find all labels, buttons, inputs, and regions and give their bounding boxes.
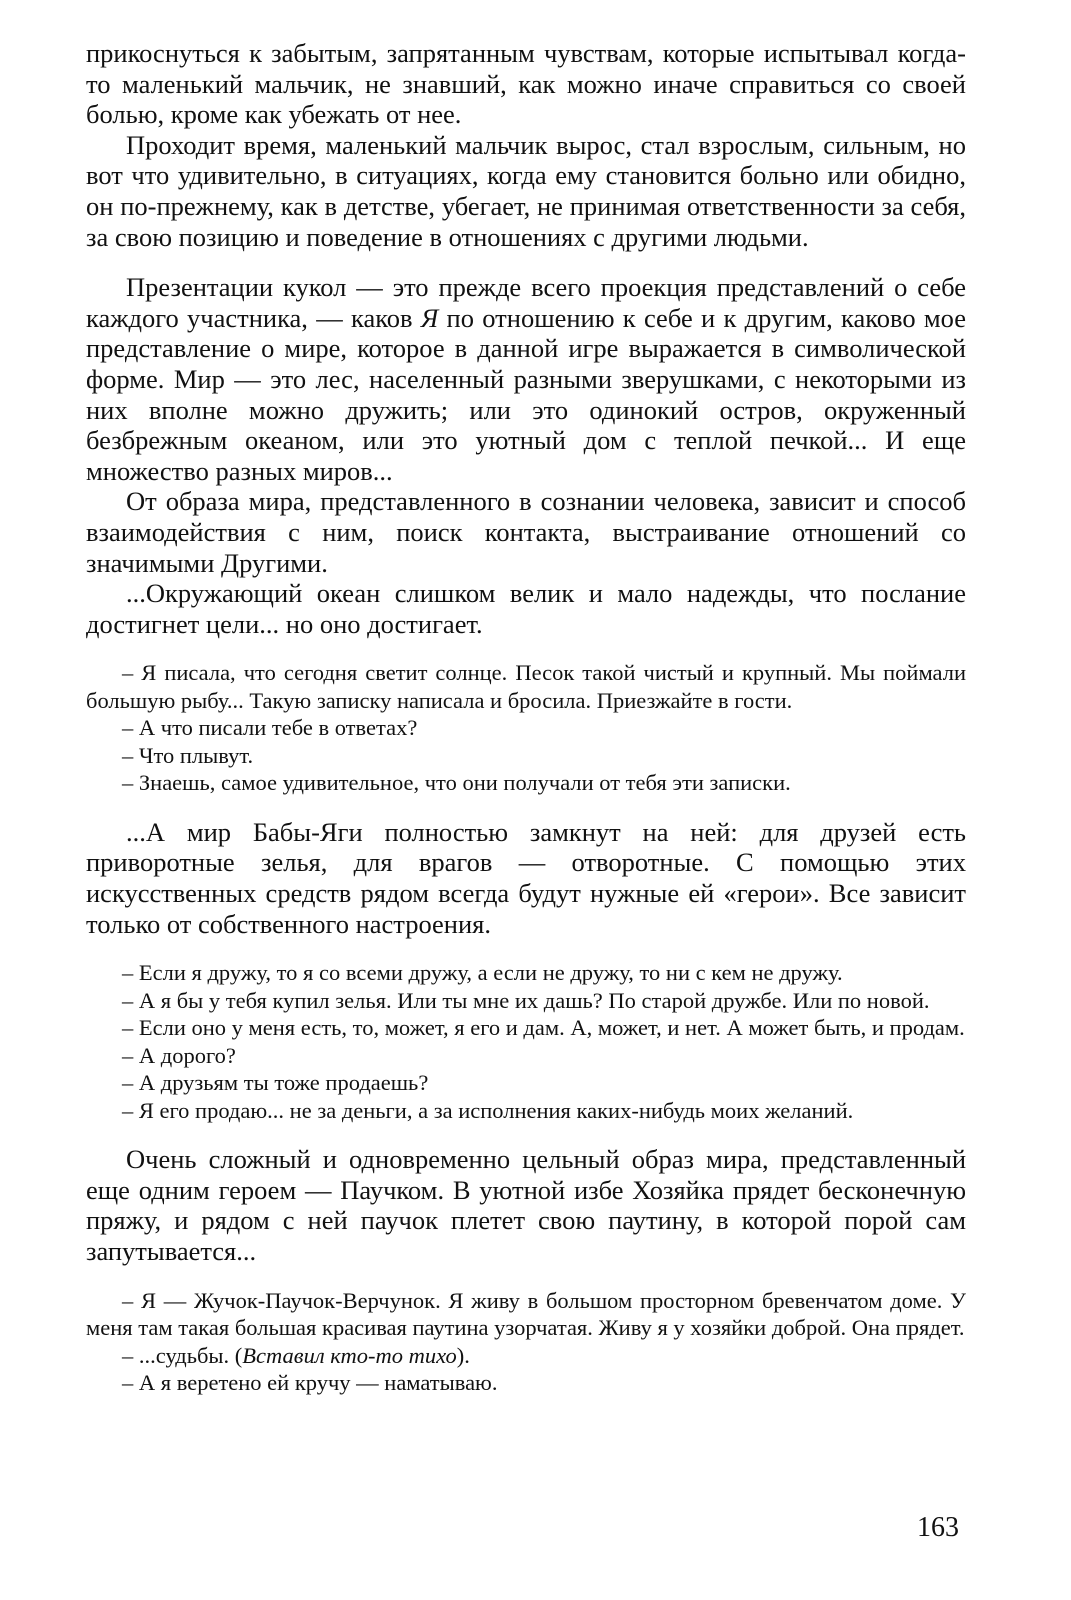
dialog1-line: – А что писали тебе в ответах?	[122, 715, 418, 741]
spacer	[86, 1267, 966, 1287]
text-span: ).	[456, 1342, 470, 1368]
italic-text: Вставил кто-то тихо	[242, 1342, 457, 1368]
dialog2-line: – Если я дружу, то я со всеми дружу, а если не дружу, то ни с кем не дружу.	[122, 960, 843, 986]
dialog1-line: – Что плывут.	[122, 742, 254, 768]
dialog3-line	[86, 1342, 966, 1370]
dialog1-line: – Знаешь, самое удивительное, что они получали от тебя эти записки.	[122, 770, 791, 796]
dialog2-line: – А я бы у тебя купил зелья. Или ты мне их дашь? По старой дружбе. Или по новой.	[122, 987, 930, 1013]
section1-paragraph-1	[86, 272, 966, 486]
dialog2-line: – Если оно у меня есть, то, может, я его и дам. А, может, и нет. А может быть, и продам.	[122, 1015, 965, 1041]
spacer	[86, 639, 966, 659]
dialog3-line: – А я веретено ей кручу — наматываю.	[122, 1370, 498, 1396]
section2-paragraph-1: ...А мир Бабы-Яги полностью замкнут на ней: для друзей есть приворотные зелья, для врагов — отворотные. С помощью этих искусственных средств рядом всегда будут нужные ей «герои». Все зависит только от собственного настроения.	[86, 816, 966, 939]
page-content	[86, 38, 966, 1397]
intro-paragraph-1: прикоснуться к забытым, запрятанным чувствам, которые испытывал когда-то маленький мальчик, не знавший, как можно иначе справиться со своей болью, кроме как убежать от нее.	[86, 38, 966, 130]
spacer	[86, 252, 966, 272]
text-span: по отношению к себе и к другим, каково мое представление о мире, которое в данной игре выражается в символической форме. Мир — это лес, населенный разными зверушками, с некоторыми из них вполне можно дружить; или это одинокий остров, окруженный безбрежным океаном, или это уютный дом с теплой печкой... И еще множество разных миров...	[86, 302, 966, 486]
spacer	[86, 797, 966, 817]
italic-text: Я	[420, 302, 439, 333]
section1-paragraph-3: ...Окружающий океан слишком велик и мало надежды, что послание достигнет цели... но оно достигает.	[86, 578, 966, 639]
text-span: – ...судьбы. (	[122, 1342, 243, 1368]
spacer	[86, 1124, 966, 1144]
text-span: Презентации кукол — это прежде всего проекция представлений о себе каждого участника, — каков	[86, 272, 966, 333]
section3-paragraph-1: Очень сложный и одновременно цельный образ мира, представленный еще одним героем — Паучком. В уютной избе Хозяйка прядет бесконечную пряжу, и рядом с ней паучок плетет свою паутину, в которой порой сам запутывается...	[86, 1144, 966, 1266]
dialog2-line: – Я его продаю... не за деньги, а за исполнения каких-нибудь моих желаний.	[122, 1097, 854, 1123]
dialog1-line: – Я писала, что сегодня светит солнце. Песок такой чистый и крупный. Мы поймали большую рыбу... Такую записку написала и бросила. Приезжайте в гости.	[86, 660, 966, 713]
dialog2-line: – А дорого?	[122, 1042, 236, 1068]
page-number: 163	[917, 1512, 959, 1543]
section1-paragraph-2: От образа мира, представленного в сознании человека, зависит и способ взаимодействия с ним, поиск контакта, выстраивание отношений со значимыми Другими.	[86, 486, 966, 578]
dialog2-line: – А друзьям ты тоже продаешь?	[122, 1070, 429, 1096]
intro-paragraph-2: Проходит время, маленький мальчик вырос, стал взрослым, сильным, но вот что удивительно, в ситуациях, когда ему становится больно или обидно, он по-прежнему, как в детстве, убегает, не принимая ответственности за себя, за свою позицию и поведение в отношениях с другими людьми.	[86, 129, 966, 252]
spacer	[86, 939, 966, 959]
dialog3-line: – Я — Жучок-Паучок-Верчунок. Я живу в большом просторном бревенчатом доме. У меня там такая большая красивая паутина узорчатая. Живу я у хозяйки доброй. Она прядет.	[86, 1287, 966, 1341]
